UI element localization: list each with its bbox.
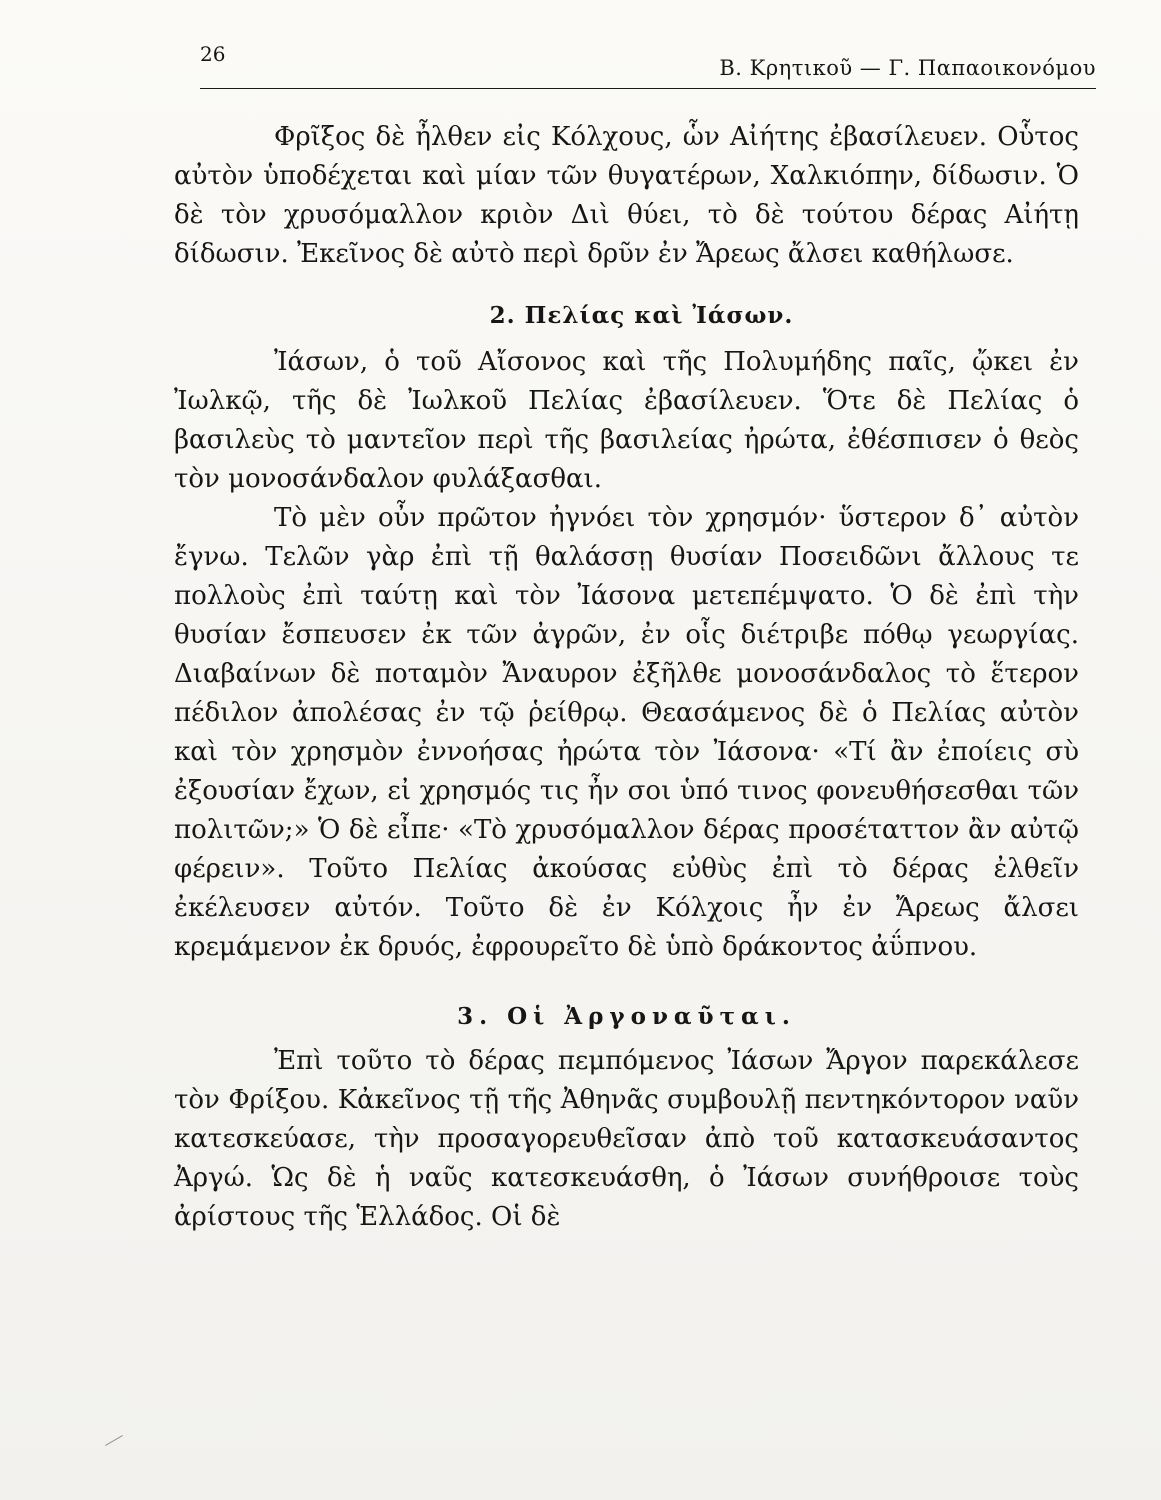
- running-head: Β. Κρητικοῦ — Γ. Παπαοικονόμου: [719, 56, 1096, 80]
- page-number: 26: [200, 42, 226, 66]
- section-2-paragraph-1: Ἰάσων, ὁ τοῦ Αἴσονος καὶ τῆς Πολυμήδης παῖς, ᾤκει ἐν Ἰωλκῷ, τῆς δὲ Ἰωλκοῦ Πελίας ἐβασίλευεν. Ὅτε δὲ Πελίας ὁ βασιλεὺς τὸ μαντεῖον περὶ τῆς βασιλείας ἠρώτα, ἐθέσπισεν ὁ θεὸς τὸν μονοσάνδαλον φυλάξασθαι.: [174, 347, 1079, 494]
- section-2-heading: 2. Πελίας καὶ Ἰάσων.: [489, 302, 794, 329]
- header-rule: [200, 88, 1096, 89]
- section-2-paragraph-2: Τὸ μὲν οὖν πρῶτον ἠγνόει τὸν χρησμόν· ὕστερον δ᾽ αὐτὸν ἔγνω. Τελῶν γὰρ ἐπὶ τῇ θαλάσσῃ θυσίαν Ποσειδῶνι ἄλλους τε πολλοὺς ἐπὶ ταύτῃ καὶ τὸν Ἰάσονα μετεπέμψατο. Ὁ δὲ ἐπὶ τὴν θυσίαν ἔσπευσεν ἐκ τῶν ἀγρῶν, ἐν οἷς διέτριβε πόθῳ γεωργίας. Διαβαίνων δὲ ποταμὸν Ἄναυρον ἐξῆλθε μονοσάνδαλος τὸ ἕτερον πέδιλον ἀπολέσας ἐν τῷ ῥείθρῳ. Θεασάμενος δὲ ὁ Πελίας αὐτὸν καὶ τὸν χρησμὸν ἐννοήσας ἠρώτα τὸν Ἰάσονα· «Τί ἂν ἐποίεις σὺ ἐξουσίαν ἔχων, εἰ χρησμός τις ἦν σοι ὑπό τινος φονευθήσεσθαι τῶν πολιτῶν;» Ὁ δὲ εἶπε· «Τὸ χρυσόμαλλον δέρας προσέταττον ἂν αὐτῷ φέρειν». Τοῦτο Πελίας ἀκούσας εὐθὺς ἐπὶ τὸ δέρας ἐλθεῖν ἐκέλευσεν αὐτόν. Τοῦτο δὲ ἐν Κόλχοις ἦν ἐν Ἄρεως ἄλσει κρεμάμενον ἐκ δρυός, ἐφρουρεῖτο δὲ ὑπὸ δράκοντος ἀΰπνου.: [174, 503, 1079, 962]
- section-3-heading: 3. Οἱ Ἀργοναῦται.: [457, 1003, 796, 1030]
- stray-pen-mark: [105, 1435, 123, 1446]
- page-body: [174, 118, 1079, 1237]
- intro-paragraph: Φρῖξος δὲ ἦλθεν εἰς Κόλχους, ὧν Αἰήτης ἐβασίλευεν. Οὗτος αὐτὸν ὑποδέχεται καὶ μίαν τῶν θυγατέρων, Χαλκιόπην, δίδωσιν. Ὁ δὲ τὸν χρυσόμαλλον κριὸν Διὶ θύει, τὸ δὲ τούτου δέρας Αἰήτῃ δίδωσιν. Ἐκεῖνος δὲ αὐτὸ περὶ δρῦν ἐν Ἄρεως ἄλσει καθήλωσε.: [174, 122, 1079, 269]
- page-header: [200, 42, 1096, 88]
- section-3-paragraph: Ἐπὶ τοῦτο τὸ δέρας πεμπόμενος Ἰάσων Ἄργον παρεκάλεσε τὸν Φρίξου. Κἀκεῖνος τῇ τῆς Ἀθηνᾶς συμβουλῇ πεντηκόντορον ναῦν κατεσκεύασε, τὴν προσαγορευθεῖσαν ἀπὸ τοῦ κατασκευάσαντος Ἀργώ. Ὡς δὲ ἡ ναῦς κατεσκευάσθη, ὁ Ἰάσων συνήθροισε τοὺς ἀρίστους τῆς Ἑλλάδος. Οἱ δὲ: [174, 1046, 1079, 1232]
